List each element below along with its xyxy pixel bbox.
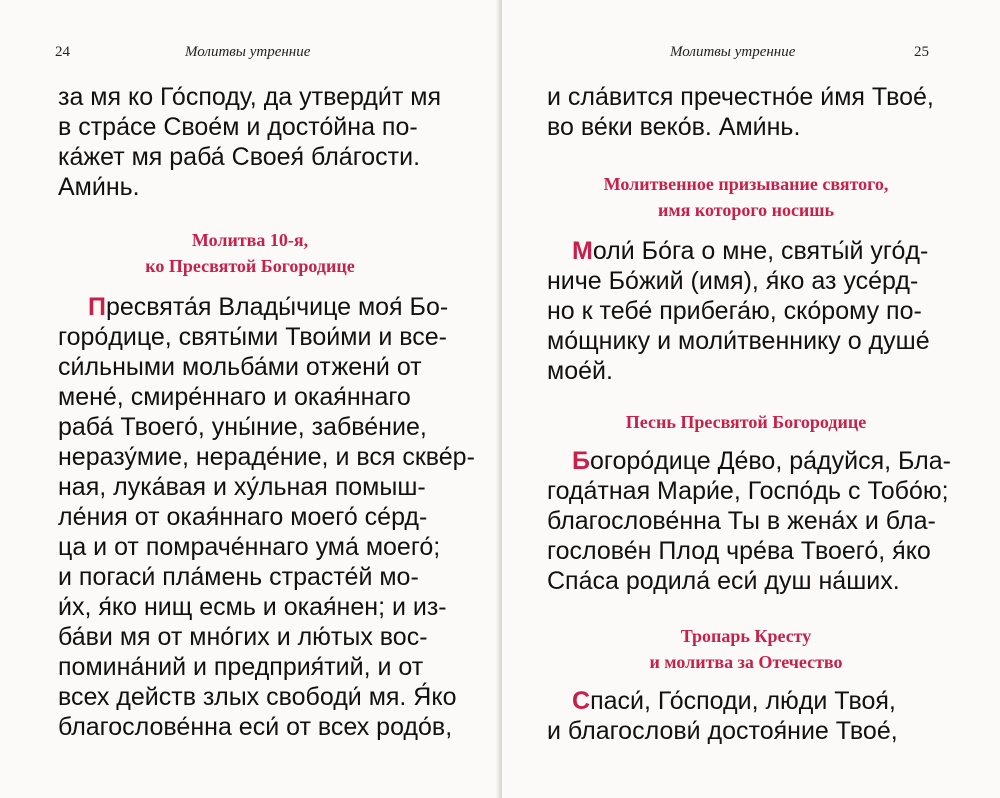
text-line: всех действ злых свободи́ мя. Я́ко (58, 683, 457, 711)
text-line: раба́ Твоего́, уны́ние, забве́ние, (58, 413, 427, 441)
text-line (572, 236, 928, 266)
text-line: горо́дице, святы́ми Твои́ми и все- (58, 323, 448, 351)
text-line: Спа́са родила́ еси́ душ на́ших. (547, 567, 900, 595)
section-heading: Тропарь Кресту (680, 626, 812, 646)
text-line: благослове́нна Ты в жена́х и бла- (547, 507, 936, 535)
text-line: и́х, я́ко нищ есмь и окая́нен; и из- (58, 593, 447, 621)
text-line: за мя ко Го́споду, да утверди́т мя (58, 83, 441, 111)
text-line: ле́ния от окая́ннаго моего́ се́рд- (58, 503, 428, 531)
text-line: во ве́ки веко́в. Ами́нь. (547, 113, 801, 141)
text-span: паси́, Го́споди, лю́ди Твоя́, (590, 687, 896, 715)
page-number: 24 (55, 44, 70, 60)
text-line: мое́й. (547, 357, 613, 385)
text-line: благослове́нна еси́ от всех родо́в, (58, 713, 453, 741)
text-span: ресвята́я Влады́чице моя́ Бо- (105, 293, 449, 321)
text-line: гослове́н Плод чре́ва Твоего́, я́ко (547, 537, 931, 565)
page-number: 25 (914, 44, 929, 60)
drop-cap: П (88, 293, 106, 321)
text-line: си́льными мольба́ми отжени́ от (58, 353, 422, 381)
right-page (502, 0, 1000, 798)
text-line: года́тная Мари́е, Госпо́дь с Тобо́ю; (547, 477, 949, 505)
text-line: и сла́вится пречестно́е и́мя Твое́, (547, 83, 934, 111)
section-heading: Песнь Пресвятой Богородице (625, 412, 867, 432)
text-line: в стра́се Свое́м и досто́йна по- (58, 113, 418, 141)
text-line: помина́ний и предприя́тий, и от (58, 653, 424, 681)
text-line: мо́щнику и моли́твеннику о душе́ (547, 327, 930, 355)
text-line (88, 292, 448, 322)
text-span: оли́ Бо́га о мне, святы́й уго́д- (592, 237, 929, 265)
text-line: мене́, смире́ннаго и окая́ннаго (58, 383, 411, 411)
running-head: Молитвы утренние (670, 44, 796, 60)
text-line (572, 686, 896, 716)
text-line: и погаси́ пла́мень страсте́й мо- (58, 563, 419, 591)
text-line: неразу́мие, нераде́ние, и вся скве́р- (58, 443, 475, 471)
text-line: ца и от помраче́ннаго ума́ моего́; (58, 533, 441, 561)
text-line: Ами́нь. (58, 173, 140, 201)
running-head: Молитвы утренние (185, 44, 311, 60)
text-line: ка́жет мя раба́ Своея́ бла́гости. (58, 143, 421, 171)
left-page (0, 0, 498, 798)
drop-cap: С (572, 687, 591, 715)
text-line: и благослови́ достоя́ние Твое́, (547, 717, 898, 745)
section-heading: ко Пресвятой Богородице (145, 256, 355, 276)
text-line (572, 446, 951, 476)
section-heading: Молитва 10-я, (191, 230, 309, 250)
text-line: ба́ви мя от мно́гих и лю́тых вос- (58, 623, 428, 651)
drop-cap: Б (572, 447, 590, 475)
section-heading: Молитвенное призывание святого, (603, 174, 889, 194)
section-heading: имя которого носишь (657, 200, 835, 220)
section-heading: и молитва за Отечество (649, 652, 843, 672)
text-line: ниче Бо́жий (имя), я́ко аз усе́рд- (547, 267, 919, 295)
text-span: огоро́дице Де́во, ра́дуйся, Бла- (589, 447, 951, 475)
text-line: ная, лука́вая и ху́льная помыш- (58, 473, 426, 501)
text-line: но к тебе́ прибега́ю, ско́рому по- (547, 297, 922, 325)
drop-cap: М (572, 237, 593, 265)
